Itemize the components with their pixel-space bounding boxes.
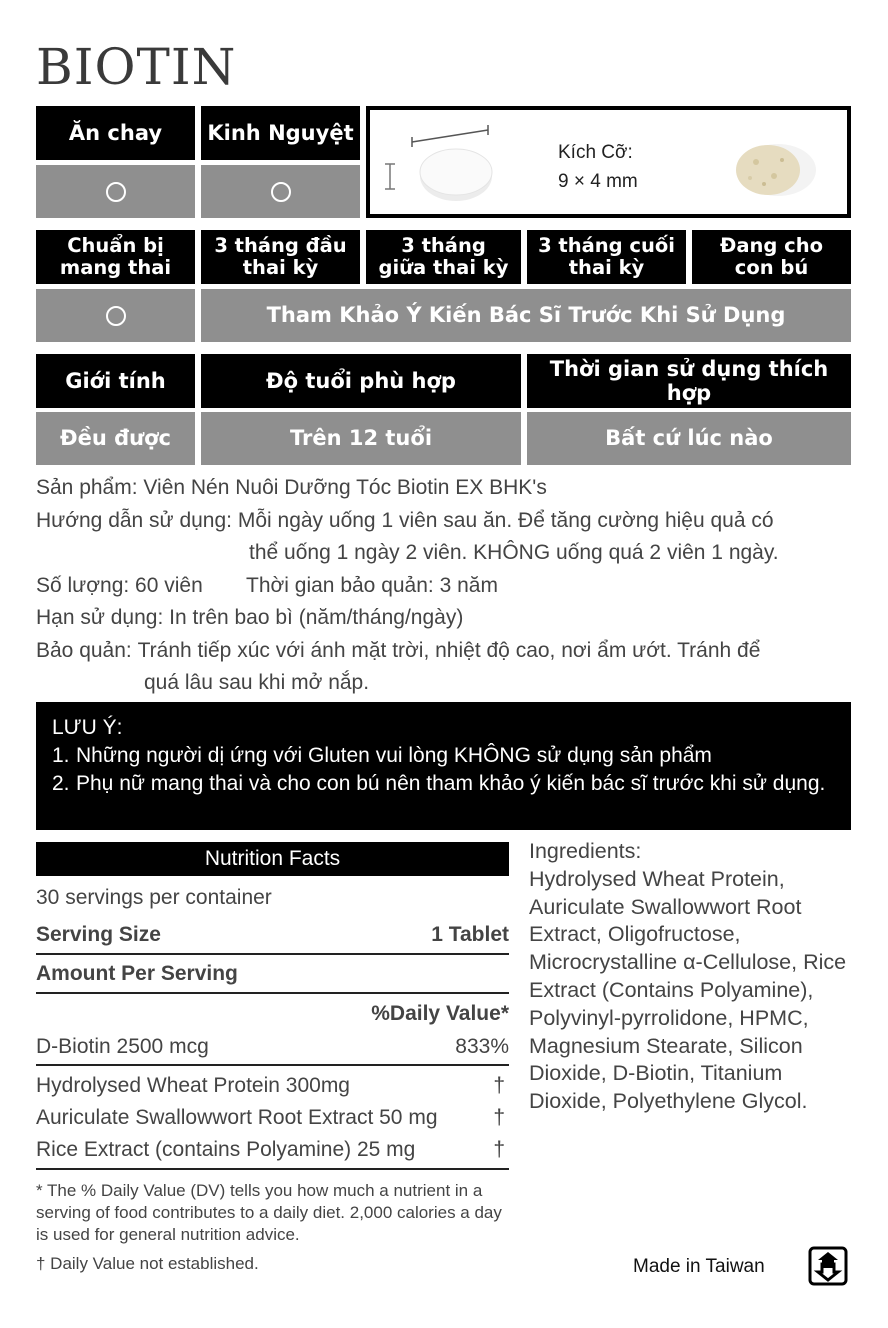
nutrition-facts bbox=[36, 842, 509, 1275]
vegetarian-value bbox=[36, 165, 195, 218]
nutrient-row: Rice Extract (contains Polyamine) 25 mg † bbox=[36, 1138, 505, 1161]
circle-icon bbox=[106, 306, 126, 326]
quantity-shelf-row: Số lượng: 60 viên Thời gian bảo quản: 3 năm bbox=[36, 573, 498, 597]
third-trimester-header: 3 tháng cuối thai kỳ bbox=[527, 230, 686, 284]
age-header: Độ tuổi phù hợp bbox=[201, 354, 521, 408]
circle-icon bbox=[271, 182, 291, 202]
storage-instructions-cont: quá lâu sau khi mở nắp. bbox=[144, 671, 370, 694]
nutrient-row: D-Biotin 2500 mcg 833% bbox=[36, 1030, 509, 1066]
usage-time-header: Thời gian sử dụng thích hợp bbox=[527, 354, 851, 408]
age-value: Trên 12 tuổi bbox=[201, 412, 521, 465]
product-name: Sản phẩm: Viên Nén Nuôi Dưỡng Tóc Biotin EX BHK's bbox=[36, 476, 547, 499]
made-in-taiwan: Made in Taiwan bbox=[633, 1256, 765, 1277]
second-trimester-header: 3 tháng giữa thai kỳ bbox=[366, 230, 521, 284]
serving-size-row: Serving Size 1 Tablet bbox=[36, 917, 509, 955]
vegetarian-header: Ăn chay bbox=[36, 106, 195, 160]
dagger-footnote: † Daily Value not established. bbox=[36, 1254, 259, 1273]
daily-value-header: %Daily Value* bbox=[371, 1002, 509, 1025]
nutrient-row: Auriculate Swallowwort Root Extract 50 mg † bbox=[36, 1106, 505, 1129]
nutrition-facts-header: Nutrition Facts bbox=[36, 842, 509, 876]
tablet-illustration-icon bbox=[376, 112, 556, 216]
ingredients-text: Hydrolysed Wheat Protein, Auriculate Swallowwort Root Extract, Oligofructose, Microcrystalline α-Cellulose, Rice Extract (Contains Polyamine), Polyvinyl-pyrrolidone, HPMC, Magnesium Stearate, Silicon Dioxide, D-Biotin, Titanium Dioxide, Polyethylene Glycol. bbox=[529, 866, 847, 1114]
menstruation-header: Kinh Nguyệt bbox=[201, 106, 360, 160]
tablet-size-box bbox=[366, 106, 851, 218]
usage-instructions: Hướng dẫn sử dụng: Mỗi ngày uống 1 viên sau ăn. Để tăng cường hiệu quả có bbox=[36, 508, 774, 532]
size-label: Kích Cỡ: 9 × 4 mm bbox=[558, 142, 638, 193]
ingredients-label: Ingredients: bbox=[529, 839, 642, 863]
pregnancy-prep-value bbox=[36, 289, 195, 342]
expiry-date: Hạn sử dụng: In trên bao bì (năm/tháng/ngày) bbox=[36, 606, 464, 629]
nutrient-list bbox=[36, 1066, 509, 1170]
ingredients bbox=[529, 838, 849, 1116]
amount-per-serving: Amount Per Serving bbox=[36, 955, 509, 994]
breastfeeding-header: Đang cho con bú bbox=[692, 230, 851, 284]
daily-value-footnote: * The % Daily Value (DV) tells you how much a nutrient in a serving of food contributes to a daily diet. 2,000 calories a day is used for general nutrition advice. bbox=[36, 1181, 502, 1244]
circle-icon bbox=[106, 182, 126, 202]
pregnancy-prep-header: Chuẩn bị mang thai bbox=[36, 230, 195, 284]
product-title: BIOTIN bbox=[36, 38, 237, 96]
usage-instructions-cont: thể uống 1 ngày 2 viên. KHÔNG uống quá 2 viên 1 ngày. bbox=[249, 541, 779, 564]
note-title: LƯU Ý: bbox=[52, 716, 123, 739]
gender-value: Đều được bbox=[36, 412, 195, 465]
consult-doctor-value: Tham Khảo Ý Kiến Bác Sĩ Trước Khi Sử Dụng bbox=[201, 289, 851, 342]
gender-header: Giới tính bbox=[36, 354, 195, 408]
nutrient-row: Hydrolysed Wheat Protein 300mg † bbox=[36, 1074, 505, 1097]
menstruation-value bbox=[201, 165, 360, 218]
warning-note bbox=[36, 702, 851, 830]
first-trimester-header: 3 tháng đầu thai kỳ bbox=[201, 230, 360, 284]
product-info bbox=[36, 472, 856, 700]
note-item-1: 1. Những người dị ứng với Gluten vui lòng KHÔNG sử dụng sản phẩm bbox=[52, 744, 712, 767]
recycle-icon bbox=[808, 1246, 848, 1286]
storage-instructions: Bảo quản: Tránh tiếp xúc với ánh mặt trời, nhiệt độ cao, nơi ẩm ướt. Tránh để bbox=[36, 638, 761, 662]
usage-time-value: Bất cứ lúc nào bbox=[527, 412, 851, 465]
note-item-2: 2. Phụ nữ mang thai và cho con bú nên tham khảo ý kiến bác sĩ trước khi sử dụng. bbox=[52, 772, 826, 795]
servings-per-container: 30 servings per container bbox=[36, 886, 272, 909]
tablet-crosssection-icon bbox=[726, 134, 826, 204]
